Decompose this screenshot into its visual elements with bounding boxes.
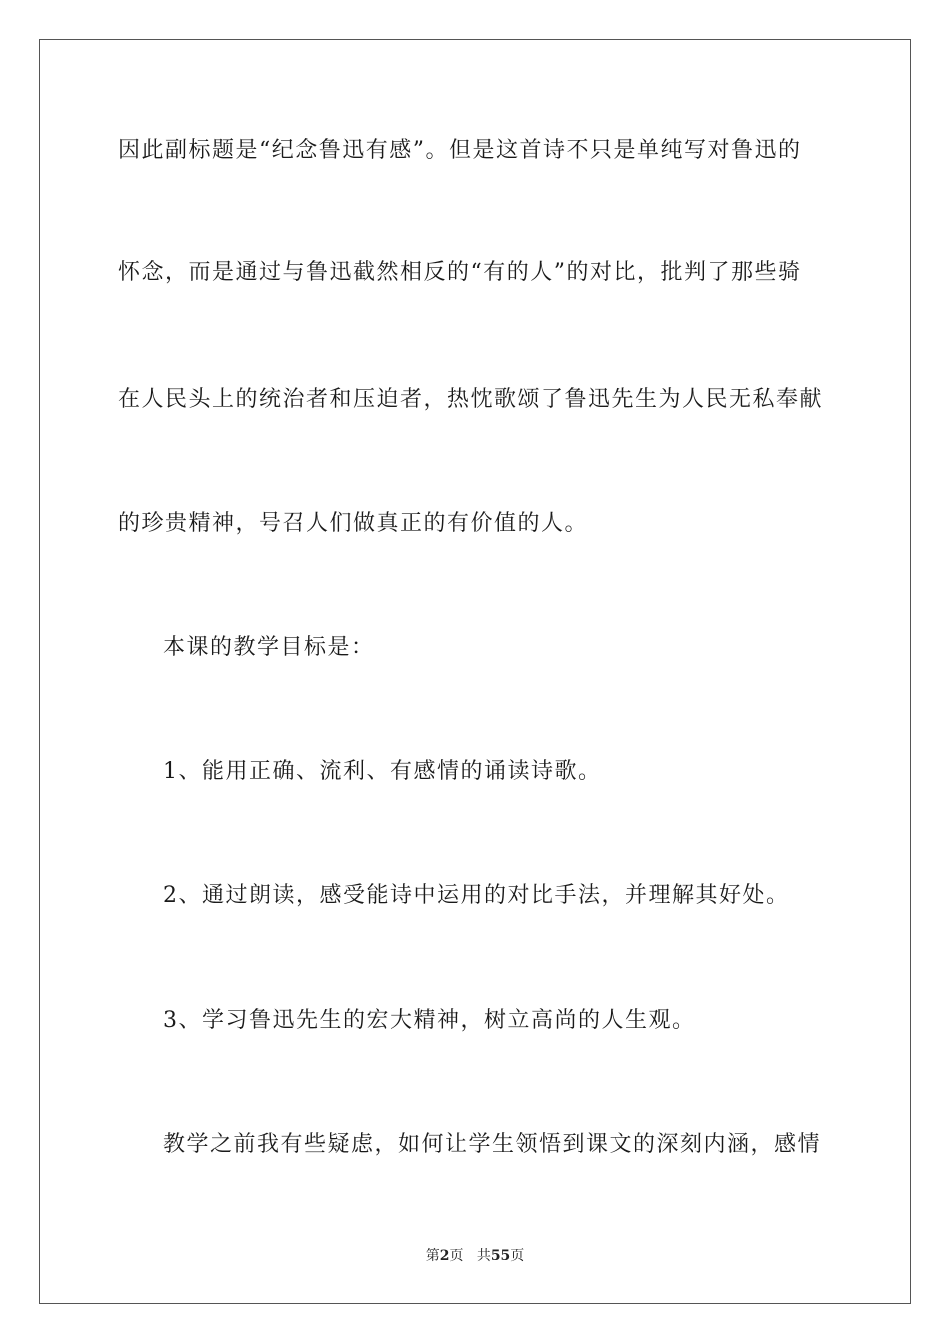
objective-item-2: 2、通过朗读，感受能诗中运用的对比手法，并理解其好处。 bbox=[163, 883, 790, 908]
total-pages: 55 bbox=[490, 1248, 511, 1264]
body-text-line: 怀念，而是通过与鲁迅截然相反的“有的人”的对比，批判了那些骑 bbox=[118, 260, 802, 285]
page-number: 2 bbox=[439, 1248, 450, 1264]
objectives-heading: 本课的教学目标是： bbox=[163, 635, 375, 660]
objective-item-3: 3、学习鲁迅先生的宏大精神，树立高尚的人生观。 bbox=[163, 1008, 696, 1033]
page-footer bbox=[0, 1247, 950, 1265]
page-border bbox=[39, 39, 911, 1304]
body-text-line: 因此副标题是“纪念鲁迅有感”。但是这首诗不只是单纯写对鲁迅的 bbox=[118, 138, 802, 163]
objective-item-1: 1、能用正确、流利、有感情的诵读诗歌。 bbox=[163, 759, 602, 784]
page-prefix: 第 bbox=[425, 1248, 440, 1264]
total-prefix: 共 bbox=[476, 1248, 491, 1264]
body-text-line: 的珍贵精神，号召人们做真正的有价值的人。 bbox=[118, 511, 589, 536]
body-text-line: 在人民头上的统治者和压迫者，热忱歌颂了鲁迅先生为人民无私奉献 bbox=[118, 387, 824, 412]
page-suffix: 页 bbox=[449, 1248, 464, 1264]
body-text-line: 教学之前我有些疑虑，如何让学生领悟到课文的深刻内涵，感情 bbox=[163, 1132, 822, 1157]
total-suffix: 页 bbox=[510, 1248, 525, 1264]
